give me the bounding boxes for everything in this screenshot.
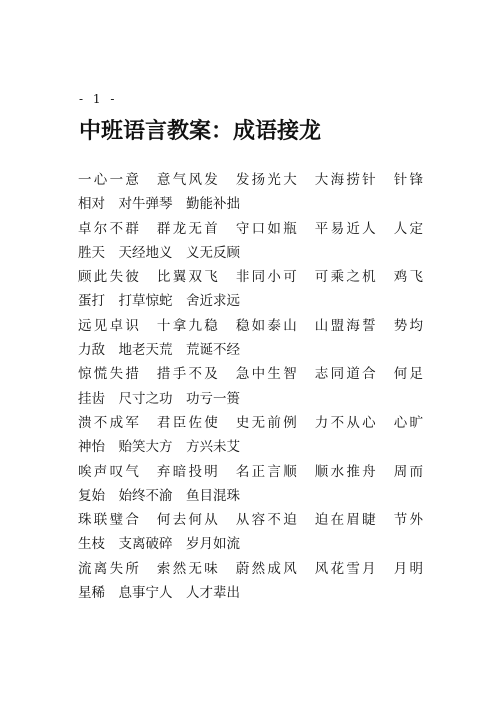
text-line: 神怡 贻笑大方 方兴未艾 — [78, 439, 240, 456]
idiom-chain-text — [78, 168, 423, 605]
text-line: 一心一意 意气风发 发扬光大 大海捞针 针锋 — [78, 172, 423, 188]
text-line: 相对 对牛弹琴 勤能补拙 — [78, 196, 240, 213]
text-line: 挂齿 尺寸之功 功亏一篑 — [78, 390, 240, 407]
text-line: 珠联璧合 何去何从 从容不迫 迫在眉睫 节外 — [78, 512, 423, 529]
text-line: 流离失所 索然无味 蔚然成风 风花雪月 月明 — [78, 560, 423, 577]
text-line: 生枝 支离破碎 岁月如流 — [78, 536, 240, 553]
text-line: 力敌 地老天荒 荒诞不经 — [78, 342, 240, 359]
text-line: 溃不成军 君臣佐使 史无前例 力不从心 心旷 — [78, 414, 423, 431]
page-number: - 1 - — [79, 92, 118, 106]
text-line: 唉声叹气 弃暗投明 名正言顺 顺水推舟 周而 — [78, 463, 423, 480]
text-line: 复始 始终不渝 鱼目混珠 — [78, 487, 240, 504]
page-title: 中班语言教案：成语接龙 — [79, 118, 322, 144]
text-line: 卓尔不群 群龙无首 守口如瓶 平易近人 人定 — [78, 220, 423, 237]
text-line: 惊慌失措 措手不及 急中生智 志同道合 何足 — [78, 366, 423, 383]
text-line: 蛋打 打草惊蛇 舍近求远 — [78, 293, 240, 310]
text-line: 顾此失彼 比翼双飞 非同小可 可乘之机 鸡飞 — [78, 269, 423, 286]
text-line: 远见卓识 十拿九稳 稳如泰山 山盟海誓 势均 — [78, 317, 423, 334]
text-line: 胜天 天经地义 义无反顾 — [78, 244, 240, 261]
text-line: 星稀 息事宁人 人才辈出 — [78, 585, 240, 602]
